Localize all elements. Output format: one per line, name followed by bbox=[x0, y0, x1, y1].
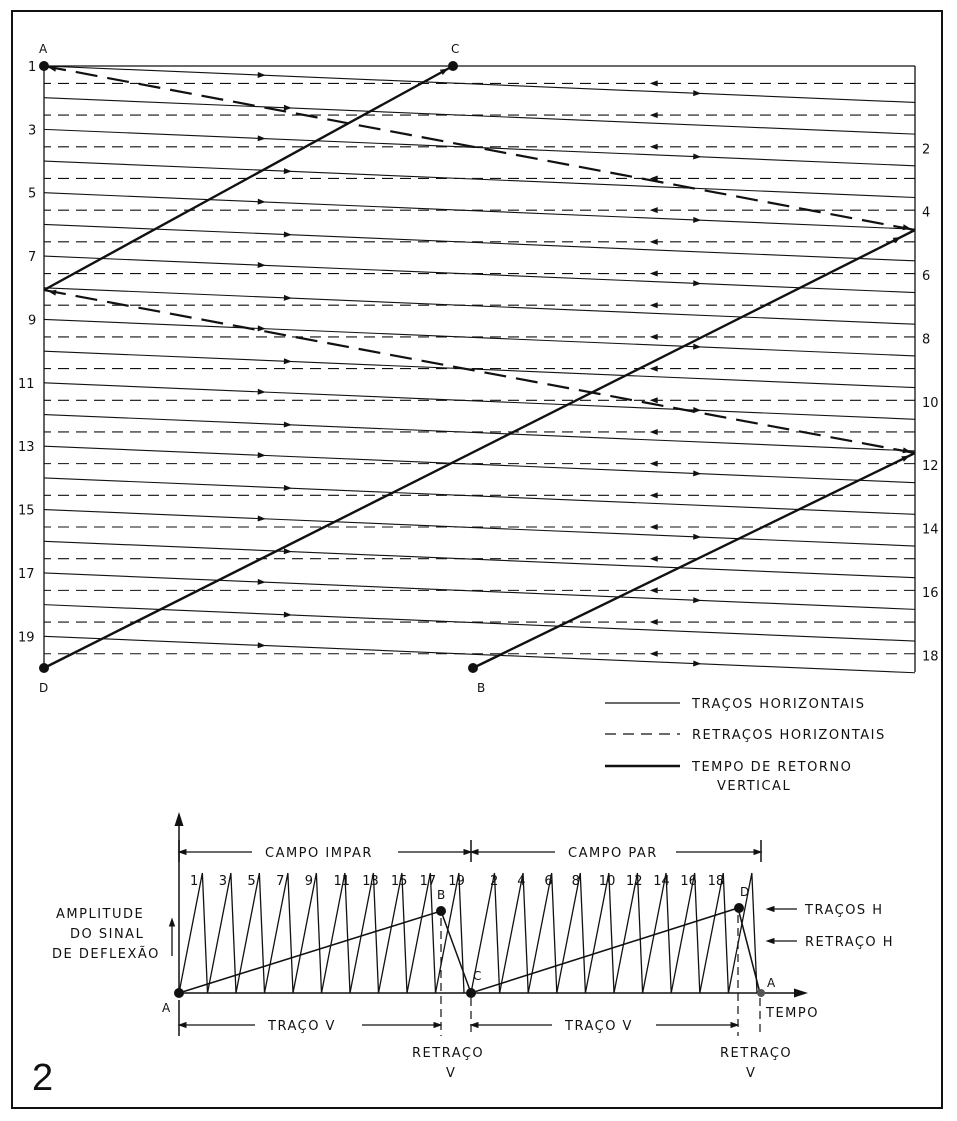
point-a-label: A bbox=[39, 42, 49, 56]
wave-point-c-dot bbox=[466, 988, 476, 998]
even-line-label: 16 bbox=[680, 874, 697, 889]
horizontal-trace-line bbox=[44, 224, 915, 260]
legend-solid-label: TRAÇOS HORIZONTAIS bbox=[692, 697, 866, 712]
trace-arrow bbox=[258, 389, 266, 395]
trace-arrow bbox=[693, 344, 701, 350]
horizontal-trace-line bbox=[44, 256, 915, 292]
even-line-label: 6 bbox=[544, 874, 553, 889]
odd-line-label: 9 bbox=[304, 874, 314, 889]
trace-arrow bbox=[693, 217, 701, 223]
point-b-label: B bbox=[477, 681, 487, 695]
horizontal-trace-line bbox=[44, 193, 915, 229]
horizontal-trace-line bbox=[44, 351, 915, 387]
wave-point-d-dot bbox=[734, 903, 744, 913]
retrace-arrow bbox=[650, 651, 658, 657]
trace-arrow bbox=[258, 72, 266, 78]
vertical-return-arrow bbox=[901, 456, 910, 462]
even-line-label: 10 bbox=[598, 874, 616, 889]
y-axis-arrow bbox=[175, 812, 184, 826]
trace-arrow bbox=[258, 199, 266, 205]
retrace-arrow bbox=[650, 271, 658, 277]
right-line-number: 10 bbox=[922, 395, 939, 411]
wave-point-b-dot bbox=[436, 906, 446, 916]
right-line-number: 8 bbox=[922, 332, 931, 348]
horizontal-trace-line bbox=[44, 510, 915, 546]
figure-number: 2 bbox=[32, 1057, 54, 1099]
wave-point-d-label: D bbox=[740, 885, 751, 899]
trace-arrow bbox=[284, 358, 292, 364]
retrace-arrow bbox=[650, 492, 658, 498]
wave-point-a-label: A bbox=[162, 1001, 172, 1015]
left-line-number: 15 bbox=[18, 503, 35, 519]
retrace-arrow bbox=[650, 144, 658, 150]
trace-arrow bbox=[258, 262, 266, 268]
left-line-number: 9 bbox=[28, 313, 37, 329]
retrace-arrow bbox=[650, 239, 658, 245]
wave-point-a-dot bbox=[174, 988, 184, 998]
retraco-h-label: RETRAÇO H bbox=[805, 935, 895, 950]
legend-bold-label-1: TEMPO DE RETORNO bbox=[692, 760, 853, 775]
even-line-label: 18 bbox=[707, 874, 725, 889]
even-line-label: 2 bbox=[490, 874, 499, 889]
odd-line-label: 11 bbox=[333, 874, 351, 889]
retrace-arrow bbox=[650, 112, 658, 118]
retrace-arrow bbox=[650, 619, 658, 625]
trace-arrow bbox=[284, 168, 292, 174]
horizontal-sawtooth bbox=[179, 873, 757, 993]
odd-line-numbers bbox=[18, 60, 36, 645]
ylabel-line-1: AMPLITUDE bbox=[56, 907, 145, 922]
trace-arrow bbox=[258, 516, 266, 522]
point-d-label: D bbox=[39, 681, 50, 695]
horizontal-trace-line bbox=[44, 605, 915, 641]
left-line-number: 11 bbox=[18, 376, 35, 392]
odd-line-label: 3 bbox=[218, 874, 227, 889]
ylabel-line-3: DE DEFLEXÃO bbox=[52, 947, 160, 962]
even-line-label: 4 bbox=[517, 874, 526, 889]
point-d-dot bbox=[39, 663, 49, 673]
trace-arrow bbox=[693, 154, 701, 160]
horizontal-trace-line bbox=[44, 161, 915, 197]
odd-line-label: 5 bbox=[247, 874, 256, 889]
trace-arrow bbox=[284, 485, 292, 491]
trace-arrow bbox=[284, 231, 292, 237]
trace-arrow bbox=[284, 105, 292, 111]
horizontal-trace-line bbox=[44, 319, 915, 355]
right-line-number: 14 bbox=[922, 522, 939, 538]
waveform-diagram bbox=[52, 812, 894, 1081]
left-line-number: 17 bbox=[18, 566, 35, 582]
retrace-arrow bbox=[650, 524, 658, 530]
trace-arrow bbox=[258, 579, 266, 585]
retrace-arrow bbox=[650, 397, 658, 403]
trace-arrow bbox=[693, 660, 701, 666]
left-line-number: 19 bbox=[18, 630, 35, 646]
trace-arrow bbox=[693, 280, 701, 286]
retrace-arrow bbox=[650, 334, 658, 340]
trace-arrow bbox=[284, 295, 292, 301]
trace-arrow bbox=[258, 452, 266, 458]
odd-line-label: 19 bbox=[448, 874, 465, 889]
horizontal-trace-line bbox=[44, 478, 915, 514]
wave-point-a2-label: A bbox=[767, 976, 777, 990]
horizontal-trace-line bbox=[44, 446, 915, 482]
horizontal-trace-line bbox=[44, 636, 915, 672]
scan-lines bbox=[44, 66, 915, 673]
even-line-numbers bbox=[922, 142, 939, 664]
vertical-return-arrow bbox=[440, 69, 448, 75]
even-line-labels bbox=[490, 874, 724, 889]
campo-par-label: CAMPO PAR bbox=[568, 846, 658, 861]
retraco-v-left-label-2: V bbox=[446, 1066, 457, 1081]
retrace-arrow bbox=[650, 80, 658, 86]
trace-arrow bbox=[258, 135, 266, 141]
retraco-v-left-label-1: RETRAÇO bbox=[412, 1046, 485, 1061]
even-line-label: 14 bbox=[653, 874, 670, 889]
legend-dashed-label: RETRAÇOS HORIZONTAIS bbox=[692, 728, 886, 743]
odd-line-label: 1 bbox=[190, 874, 199, 889]
legend bbox=[605, 697, 886, 794]
vertical-retrace-dashed-line bbox=[44, 290, 915, 453]
point-c-dot bbox=[448, 61, 458, 71]
vertical-retrace-dashed bbox=[44, 66, 915, 453]
even-line-label: 12 bbox=[626, 874, 643, 889]
right-line-number: 4 bbox=[922, 205, 931, 221]
odd-line-label: 7 bbox=[276, 874, 285, 889]
vertical-return-lines bbox=[44, 66, 915, 668]
point-c-label: C bbox=[451, 42, 461, 56]
campo-impar-label: CAMPO IMPAR bbox=[265, 846, 373, 861]
horizontal-trace-line bbox=[44, 383, 915, 419]
raster-diagram bbox=[18, 42, 939, 695]
retraco-v-right-label-1: RETRAÇO bbox=[720, 1046, 793, 1061]
wave-point-b-label: B bbox=[437, 888, 447, 902]
vertical-return-line bbox=[44, 230, 915, 668]
traco-v-2-label: TRAÇO V bbox=[565, 1019, 633, 1034]
horizontal-trace-line bbox=[44, 573, 915, 609]
sawtooth-path bbox=[471, 873, 757, 993]
tempo-label: TEMPO bbox=[766, 1006, 819, 1021]
trace-arrow bbox=[258, 642, 266, 648]
retrace-arrow bbox=[650, 366, 658, 372]
trace-arrow bbox=[693, 534, 701, 540]
horizontal-trace-line bbox=[44, 129, 915, 165]
left-line-number: 1 bbox=[28, 60, 37, 75]
horizontal-trace-line bbox=[44, 541, 915, 577]
horizontal-trace-line bbox=[44, 98, 915, 134]
left-line-number: 3 bbox=[28, 123, 37, 139]
odd-line-label: 13 bbox=[362, 874, 379, 889]
ylabel-line-2: DO SINAL bbox=[70, 927, 145, 942]
point-b-dot bbox=[468, 663, 478, 673]
trace-arrow bbox=[284, 422, 292, 428]
right-line-number: 2 bbox=[922, 142, 931, 158]
tracos-h-label: TRAÇOS H bbox=[805, 903, 884, 918]
traco-v-1-label: TRAÇO V bbox=[268, 1019, 336, 1034]
retrace-arrow bbox=[650, 302, 658, 308]
vertical-return-line bbox=[473, 453, 915, 668]
left-line-number: 7 bbox=[28, 250, 37, 266]
horizontal-trace-line bbox=[44, 415, 915, 451]
odd-line-label: 17 bbox=[419, 874, 437, 889]
wave-point-a2-dot bbox=[757, 989, 765, 997]
trace-arrow bbox=[693, 470, 701, 476]
retrace-arrow bbox=[650, 556, 658, 562]
retrace-arrow bbox=[650, 587, 658, 593]
retraco-v-right-label-2: V bbox=[746, 1066, 757, 1081]
trace-arrow bbox=[693, 597, 701, 603]
left-line-number: 5 bbox=[28, 186, 37, 202]
right-line-number: 18 bbox=[922, 649, 939, 665]
point-a-dot bbox=[39, 61, 49, 71]
sawtooth-path bbox=[179, 873, 464, 993]
right-line-number: 16 bbox=[922, 585, 939, 601]
trace-arrow bbox=[284, 612, 292, 618]
retrace-arrow bbox=[650, 429, 658, 435]
vertical-deflection-wave bbox=[179, 908, 760, 993]
right-line-number: 12 bbox=[922, 459, 939, 475]
wave-point-c-label: C bbox=[473, 969, 483, 983]
horizontal-trace-line bbox=[44, 66, 915, 102]
x-axis-arrow bbox=[794, 989, 808, 998]
odd-line-label: 15 bbox=[390, 874, 408, 889]
left-line-number: 13 bbox=[18, 440, 35, 456]
even-line-label: 8 bbox=[571, 874, 580, 889]
trace-arrow bbox=[693, 90, 701, 96]
horizontal-trace-line bbox=[44, 288, 915, 324]
retrace-arrow bbox=[650, 207, 658, 213]
right-line-number: 6 bbox=[922, 269, 931, 285]
legend-bold-label-2: VERTICAL bbox=[717, 779, 792, 794]
trace-arrow bbox=[284, 548, 292, 554]
retrace-arrow bbox=[650, 461, 658, 467]
